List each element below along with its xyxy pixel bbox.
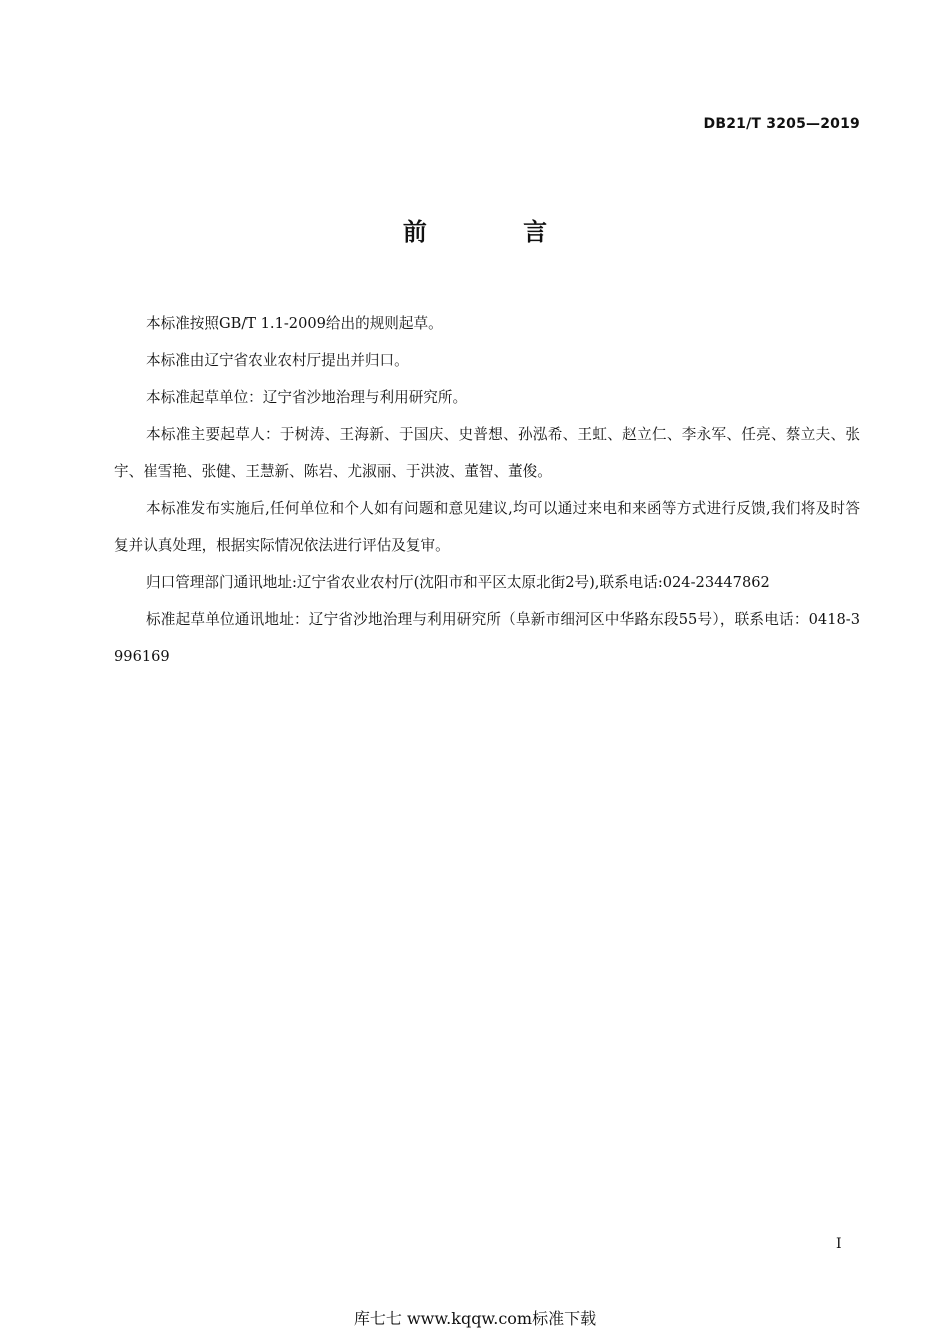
- watermark-text: 库七七 www.kqqw.com标准下载: [353, 1309, 597, 1328]
- paragraph-drafters: 本标准主要起草人：于树涛、王海新、于国庆、史普想、孙泓希、王虹、赵立仁、李永军、任亮、蔡立夫、张宇、崔雪艳、张健、王慧新、陈岩、尤淑丽、于洪波、董智、董俊。: [114, 426, 860, 480]
- page-number: I: [836, 1236, 842, 1252]
- paragraph-proposer: 本标准由辽宁省农业农村厅提出并归口。: [146, 352, 409, 369]
- paragraph-feedback: 本标准发布实施后,任何单位和个人如有问题和意见建议,均可以通过来电和来函等方式进行反馈,我们将及时答复并认真处理，根据实际情况依法进行评估及复审。: [114, 500, 860, 554]
- paragraph-unit-address: 标准起草单位通讯地址：辽宁省沙地治理与利用研究所（阜新市细河区中华路东段55号），联系电话：0418-3996169: [114, 611, 860, 665]
- paragraph-authority-address: 归口管理部门通讯地址:辽宁省农业农村厅(沈阳市和平区太原北街2号),联系电话:024-23447862: [146, 574, 770, 591]
- foreword-body: [114, 305, 860, 675]
- paragraph-drafting-rules: 本标准按照GB/T 1.1-2009给出的规则起草。: [146, 315, 443, 332]
- document-code: DB21/T 3205—2019: [703, 116, 860, 132]
- page-title: 前 言: [402, 218, 592, 246]
- paragraph-drafting-unit: 本标准起草单位：辽宁省沙地治理与利用研究所。: [146, 389, 468, 406]
